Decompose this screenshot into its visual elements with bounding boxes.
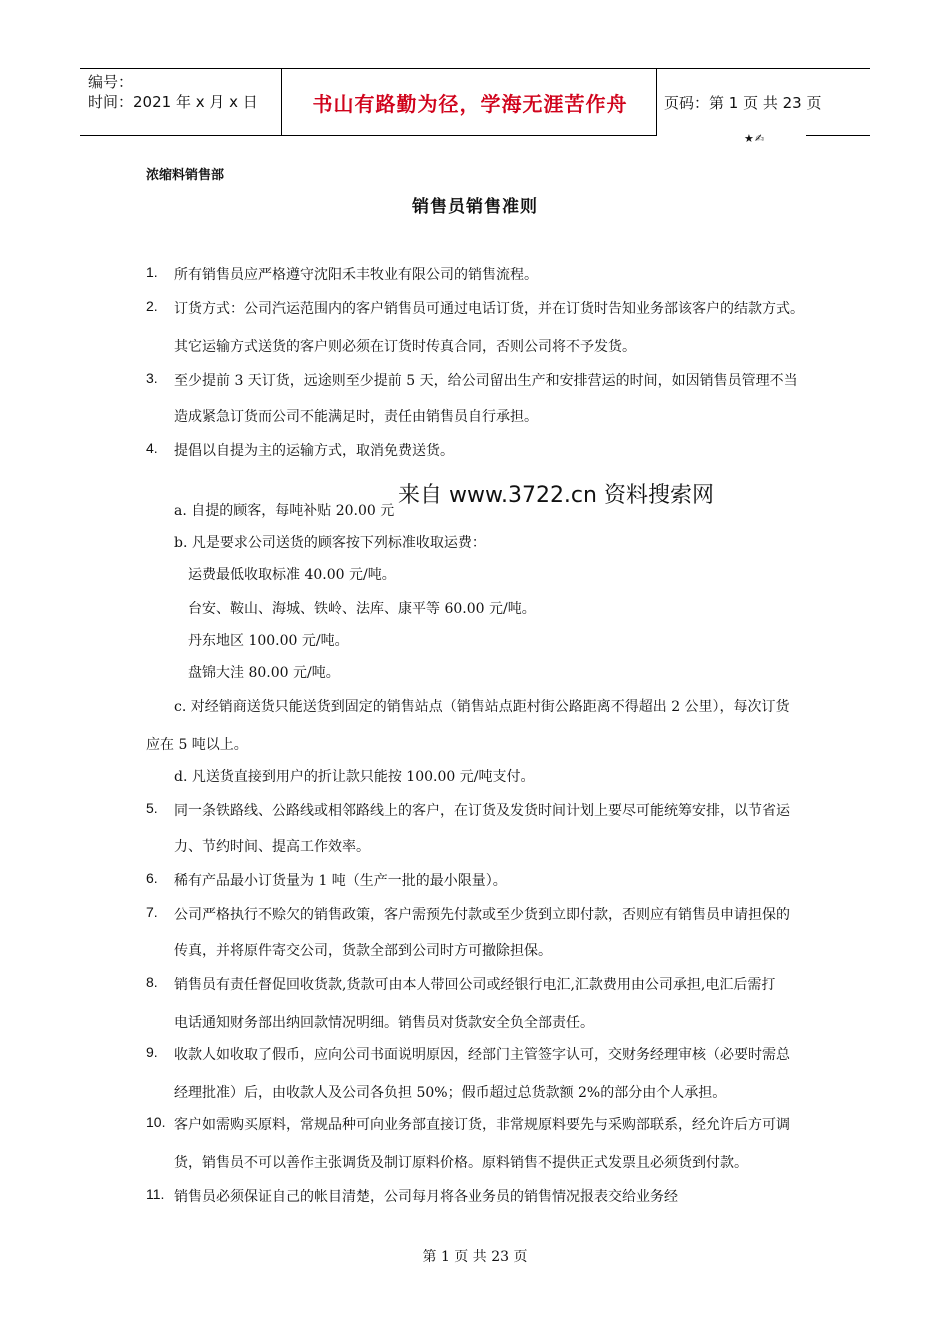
item-text: 稀有产品最小订货量为 1 吨（生产一批的最小限量）。: [174, 873, 507, 889]
header-meta: [88, 72, 278, 112]
item-text-continued: 力、节约时间、提高工作效率。: [174, 839, 370, 855]
item-text-continued: 传真，并将原件寄交公司，货款全部到公司时方可撤除担保。: [174, 943, 552, 959]
item-number: 9.: [146, 1044, 158, 1060]
item-text: 同一条铁路线、公路线或相邻路线上的客户，在订货及发货时间计划上要尽可能统筹安排，以节省运: [174, 803, 790, 819]
sub-item-d: d. 凡送货直接到用户的折让款只能按 100.00 元/吨支付。: [174, 769, 535, 785]
sub-item-c: c. 对经销商送货只能送货到固定的销售站点（销售站点距村街公路距离不得超出 2 公里），每次订货: [174, 699, 790, 715]
item-number: 11.: [146, 1186, 165, 1202]
item-text-continued: 货，销售员不可以善作主张调货及制订原料价格。原料销售不提供正式发票且必须货到付款。: [174, 1155, 748, 1171]
item-text: 客户如需购买原料，常规品种可向业务部直接订货，非常规原料要先与采购部联系，经允许后方可调: [174, 1117, 790, 1133]
header-page-info: 页码：第 1 页 共 23 页: [664, 94, 822, 112]
header-top-rule: [80, 68, 870, 69]
item-number: 3.: [146, 370, 158, 386]
item-text-continued: 造成紧急订货而公司不能满足时，责任由销售员自行承担。: [174, 409, 538, 425]
fee-line: 丹东地区 100.00 元/吨。: [188, 633, 349, 649]
item-number: 1.: [146, 264, 158, 280]
item-number: 4.: [146, 440, 158, 456]
sub-item-a: a. 自提的顾客，每吨补贴 20.00 元: [174, 503, 395, 519]
item-number: 6.: [146, 870, 158, 886]
header-motto: 书山有路勤为径，学海无涯苦作舟: [312, 92, 628, 116]
item-text-continued: 其它运输方式送货的客户则必须在订货时传真合同，否则公司将不予发货。: [174, 339, 636, 355]
item-text: 销售员必须保证自己的帐目清楚，公司每月将各业务员的销售情况报表交给业务经: [174, 1189, 678, 1205]
item-text-continued: 经理批准）后，由收款人及公司各负担 50%；假币超过总货款额 2%的部分由个人承担。: [174, 1085, 727, 1101]
item-text: 提倡以自提为主的运输方式，取消免费送货。: [174, 443, 454, 459]
item-number: 2.: [146, 298, 158, 314]
fee-line: 运费最低收取标准 40.00 元/吨。: [188, 567, 396, 583]
fee-line: 台安、鞍山、海城、铁岭、法库、康平等 60.00 元/吨。: [188, 601, 536, 617]
header-divider-left: [281, 68, 282, 136]
watermark-text: 来自 www.3722.cn 资料搜索网: [398, 483, 714, 508]
item-number: 10.: [146, 1114, 166, 1130]
header-decoration-icon: ★✍: [744, 132, 766, 145]
sub-item-c-continued: 应在 5 吨以上。: [146, 737, 248, 753]
number-label: 编号：: [88, 73, 134, 91]
time-label: 时间：2021 年 x 月 x 日: [88, 93, 258, 111]
header-bottom-rule: [80, 135, 656, 136]
item-text: 至少提前 3 天订货，远途则至少提前 5 天，给公司留出生产和安排营运的时间，如因销售员管理不当: [174, 373, 798, 389]
sub-item-b: b. 凡是要求公司送货的顾客按下列标准收取运费：: [174, 535, 486, 551]
department-label: 浓缩料销售部: [146, 168, 225, 183]
item-text: 销售员有责任督促回收货款,货款可由本人带回公司或经银行电汇,汇款费用由公司承担,电汇后需打: [174, 977, 776, 993]
item-text: 收款人如收取了假币，应向公司书面说明原因，经部门主管签字认可，交财务经理审核（必要时需总: [174, 1047, 790, 1063]
item-text: 公司严格执行不赊欠的销售政策，客户需预先付款或至少货到立即付款，否则应有销售员申请担保的: [174, 907, 790, 923]
header-bottom-rule-right: [806, 135, 870, 136]
item-number: 7.: [146, 904, 158, 920]
document-title: 销售员销售准则: [412, 197, 538, 217]
header-divider-right: [656, 68, 657, 136]
item-text: 订货方式：公司汽运范围内的客户销售员可通过电话订货，并在订货时告知业务部该客户的结款方式。: [174, 301, 804, 317]
item-text: 所有销售员应严格遵守沈阳禾丰牧业有限公司的销售流程。: [174, 267, 538, 283]
fee-line: 盘锦大洼 80.00 元/吨。: [188, 665, 340, 681]
item-number: 5.: [146, 800, 158, 816]
page-footer: 第 1 页 共 23 页: [422, 1249, 528, 1265]
item-number: 8.: [146, 974, 158, 990]
item-text-continued: 电话通知财务部出纳回款情况明细。销售员对货款安全负全部责任。: [174, 1015, 594, 1031]
